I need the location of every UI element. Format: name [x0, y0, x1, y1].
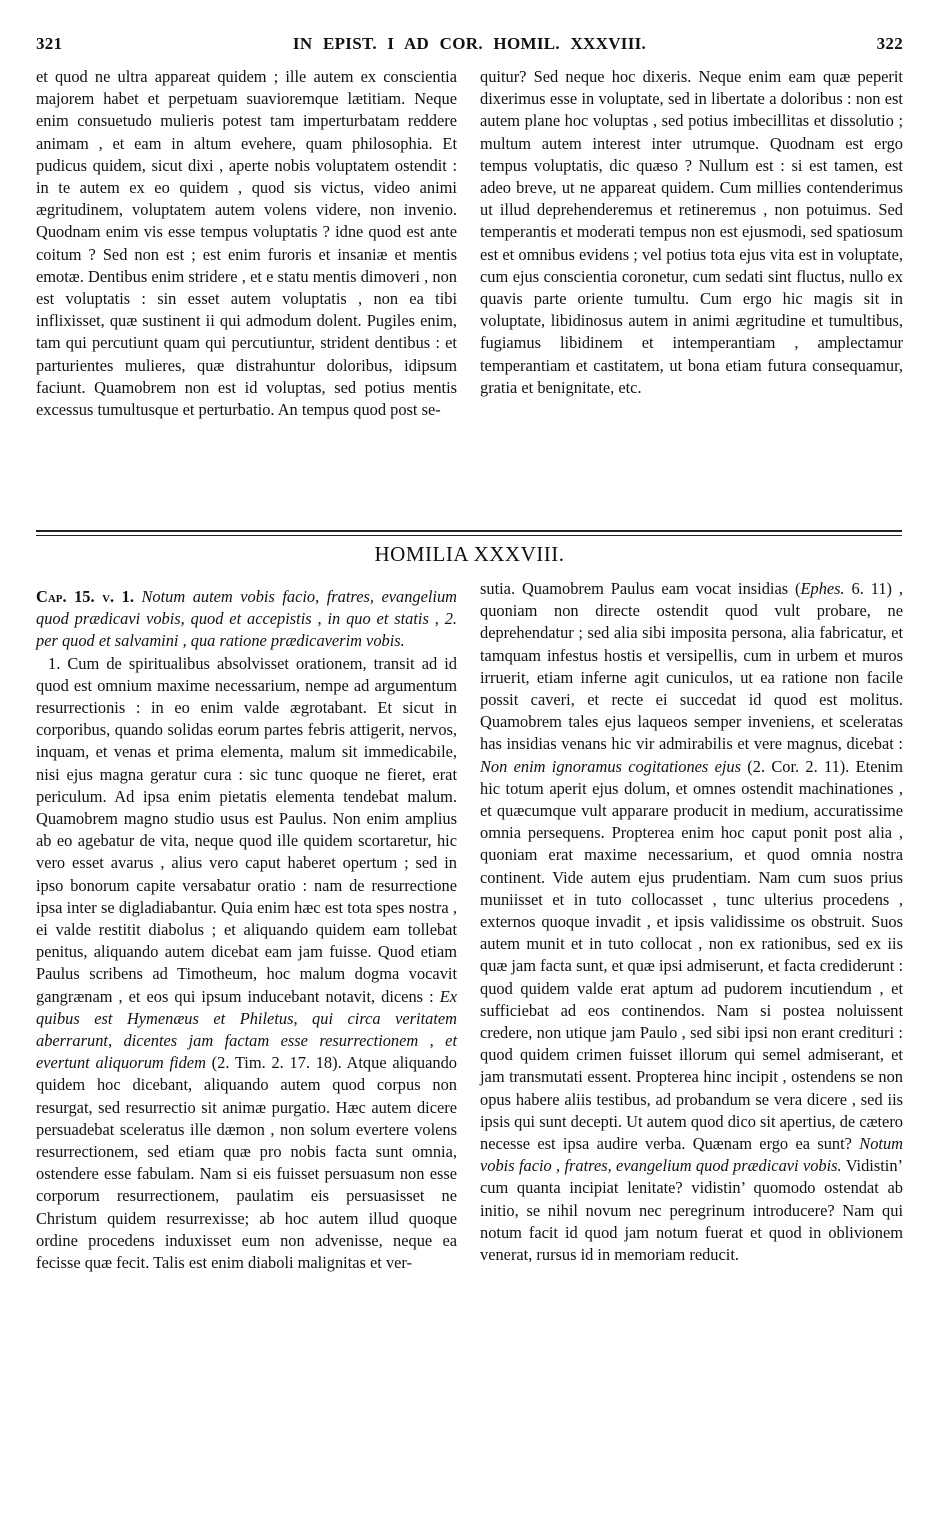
- running-title: IN EPIST. I AD COR. HOMIL. XXXVIII.: [292, 34, 647, 53]
- quote-cogitationes: Non enim ignoramus cogitationes ejus: [480, 756, 742, 776]
- chapter-verse-text: Notum autem vobis facio, fratres, evangelium quod prædicavi vobis, quod et accepistis , in quo et statis , 2. per quod et salvamini , qua ratione prædicaverim vobis.: [36, 587, 457, 651]
- scripture-ref: (2. Tim. 2. 17. 18).: [211, 1053, 342, 1073]
- text-run-3: (2. Cor. 2. 11). Etenim hic totum aperit ejus dolum, et omnes ostendit machinationes , et quæcumque vult apparare producit in medium, accuratissime omnia persequens. Propterea enim hoc caput ponit post alia , quoniam erat maxime necessarium, et quod omnia nostra continent. Vide autem ejus prudentiam. Nam cum suos prius muniisset et in tuto collocasset , tunc ulterius procedens , externos quoque invadit , et ipsis validissime os obstruit. Suos autem munit et in tuto collocat , non ex rationibus, sed ex iis quæ jam facta sunt, et quæ ipsi admiserunt, et facta crediderunt : quod quidem valde erat aptum ad pudorem incutiendum , et sufficiebat ad eos continendos. Nam si postea noluissent credere, non utique jam Paulo , sed sibi ipsi non erant credituri : quod quidem crimen fuisset illorum qui semel admiserant, et jam transmutati essent. Propterea hinc incipit , ostendens se non opus habere aliis testibus, ad probandum se vera dicere , sed iis ipsis qui sunt decepti. Ut autem quod dico sit apertius, de cætero necesse est ipsa audire verba. Quænam ergo ea sunt?: [480, 756, 903, 1154]
- top-left-column: [36, 66, 457, 421]
- text-run-2: 6. 11) , quoniam non directe ostendit quod vult probare, ne deprehendatur ; sed alia sibi imposita persona, alia fabricatur, et tamquam infestus hostis et versipellis, cum in urbem et muros irruerit, etiam inferne agit cuniculos, ut ea ratione non facile possit caveri, et recte ei succedat id quod est molitus. Quamobrem tales ejus laqueos semper inveniens, et sceleratas has insidias venans hic vir admirabilis et vere magnus, dicebat :: [480, 579, 903, 754]
- chapter-summary: [36, 586, 457, 653]
- paragraph-1-text: 1. Cum de spiritualibus absolvisset orationem, transit ad id quod est omnium maxime necessarium, nempe ad argumentum resurrectionis : in eo enim valde ægrotabant. Et sicut in corporibus, quando solidas eorum partes febris attigerit, nervos, inquam, et venas et prima elementa, malum sit immedicabile, nisi ejus magna geratur cura : sic tunc quoque ne fieret, erat periculum. Ad ipsa enim pietatis elementa tendebat malum. Quamobrem magno studio usus est Paulus. Non enim amplius ab eo agebatur de vita, neque quod ille quidem scortaretur, hic vero esset avarus , alius vero caput haberet opertum ; sed in ipso bonorum capite versabatur oratio : nam de resurrectione ipsa inter se digladiabantur. Quia enim hæc est tota spes nostra , ei valde restitit diabolus ; et aliquando quidem eam tollebat penitus, aliquando autem dicebat eam jam fuisse. Quod etiam Paulus scribens ad Timotheum, hoc malum dogma vocavit gangrænam , et eos qui ipsum inducebant notavit, dicens :: [36, 653, 457, 1006]
- paragraph-1-continued: Atque aliquando quidem hoc dicebant, aliquando autem quod corpus non resurgat, sed resurrectio sit animæ purgatio. Hæc autem dicere persuadebat sceleratus ille dæmon , non solum evertere volens resurrectionem, sed etiam quæ pro nobis facta sunt omnia, ostendere esse fabulam. Nam si eis fuisset persuasum non esse corporum resurrectionem, paulatim eis persuasisset ne Christum quidem resurrexisse; ab hoc autem illud quoque ordine procedens induxisset eum non advenisse, neque ea fecisse quæ fecit. Talis est enim diaboli malignitas et ver-: [36, 1053, 457, 1273]
- ref-ephes: Ephes.: [800, 579, 845, 598]
- section-divider-thin: [36, 535, 902, 536]
- page-number-right: 322: [876, 34, 903, 53]
- top-left-text: et quod ne ultra appareat quidem ; ille autem ex conscientia majorem habet et perpetuam suavioremque lætitiam. Neque enim consuetudo mulieris potest tam imperturbatam reddere animam , et eam in altum evehere, quam philosophia. Et pudicus quidem, sicut dixi , aperte nobis voluptatem ostendit : in te autem ex eo quidem , quod sis victus, video animi ægritudinem, voluptatem autem volens videre, non invenio. Quodnam enim vis esse tempus voluptatis ? idne quod est ante coitum ? Sed non est ; est enim furoris et insaniæ et mentis emotæ. Dentibus enim stridere , et e statu mentis dimoveri , non est voluptatis : sin esset autem voluptatis , non ea tibi inflixisset, quæ sustinent ii qui admodum dolent. Pugiles enim, tam qui percutiunt quam qui percutiuntur, strident dentibus : et parturientes mulieres, quæ distrahuntur doloribus, idipsum faciunt. Quamobrem non est id voluptas, sed potius mentis excessus tumultusque et perturbatio. An tempus quod post se-: [36, 67, 457, 420]
- bottom-left-column: [36, 586, 457, 1274]
- homily-heading: HOMILIA XXXVIII.: [374, 542, 565, 566]
- scripture-quote: Ex quibus est Hymenæus et Philetus, qui circa veritatem aberrarunt, dicentes jam factam esse resurrectionem , et evertunt aliquorum fidem: [36, 986, 457, 1073]
- text-run-4: Vidistin’ cum quanta incipiat lenitate? vidistin’ quomodo ostendat ab initio, se nihil novum nec peregrinum introducere? Nam qui notum facit id quod jam notum fuerat et quod in oblivionem venerat, rursus id in memoriam reducit.: [480, 1156, 903, 1265]
- quote-notum: Notum vobis facio , fratres, evangelium quod prædicavi vobis.: [480, 1134, 903, 1176]
- top-right-column: [480, 66, 903, 399]
- running-header: [36, 34, 903, 60]
- chapter-verse-label: Cap. 15. v. 1.: [36, 587, 134, 606]
- text-run-1: sutia. Quamobrem Paulus eam vocat insidias (: [480, 579, 801, 598]
- top-right-text: quitur? Sed neque hoc dixeris. Neque enim eam quæ peperit dixerimus esse in voluptate, sed in libertate a doloribus : non est autem plane hoc voluptas , sed potius imbecillitas et dissolutio ; multum autem interest inter utrumque. Quodnam est ergo tempus voluptatis, dic quæso ? Nullum est : si est tamen, est adeo breve, ut ne appareat quidem. Cum millies contenderimus ut illud deprehenderemus et retineremus , non potuimus. Sed temperantis et moderati tempus non est ejusmodi, sed spatiosum est et omnibus evidens ; vel potius tota ejus vita est in voluptate, cum ejus conscientia coronetur, cum sedati sint fluctus, nullo ex quavis parte oriente tumultu. Cum ergo hic magis sit in voluptate, libidinosus autem in animi ægritudine et tumultibus, fugiamus libidinem et intemperantiam , amplectamur temperantiam et castitatem, ut bona etiam futura consequamur, gratia et benignitate, etc.: [480, 67, 903, 397]
- section-divider-thick: [36, 530, 902, 532]
- bottom-right-text: [480, 578, 903, 1266]
- page-number-left: 321: [36, 34, 63, 53]
- paragraph-1: [36, 653, 457, 1275]
- bottom-right-column: [480, 578, 903, 1266]
